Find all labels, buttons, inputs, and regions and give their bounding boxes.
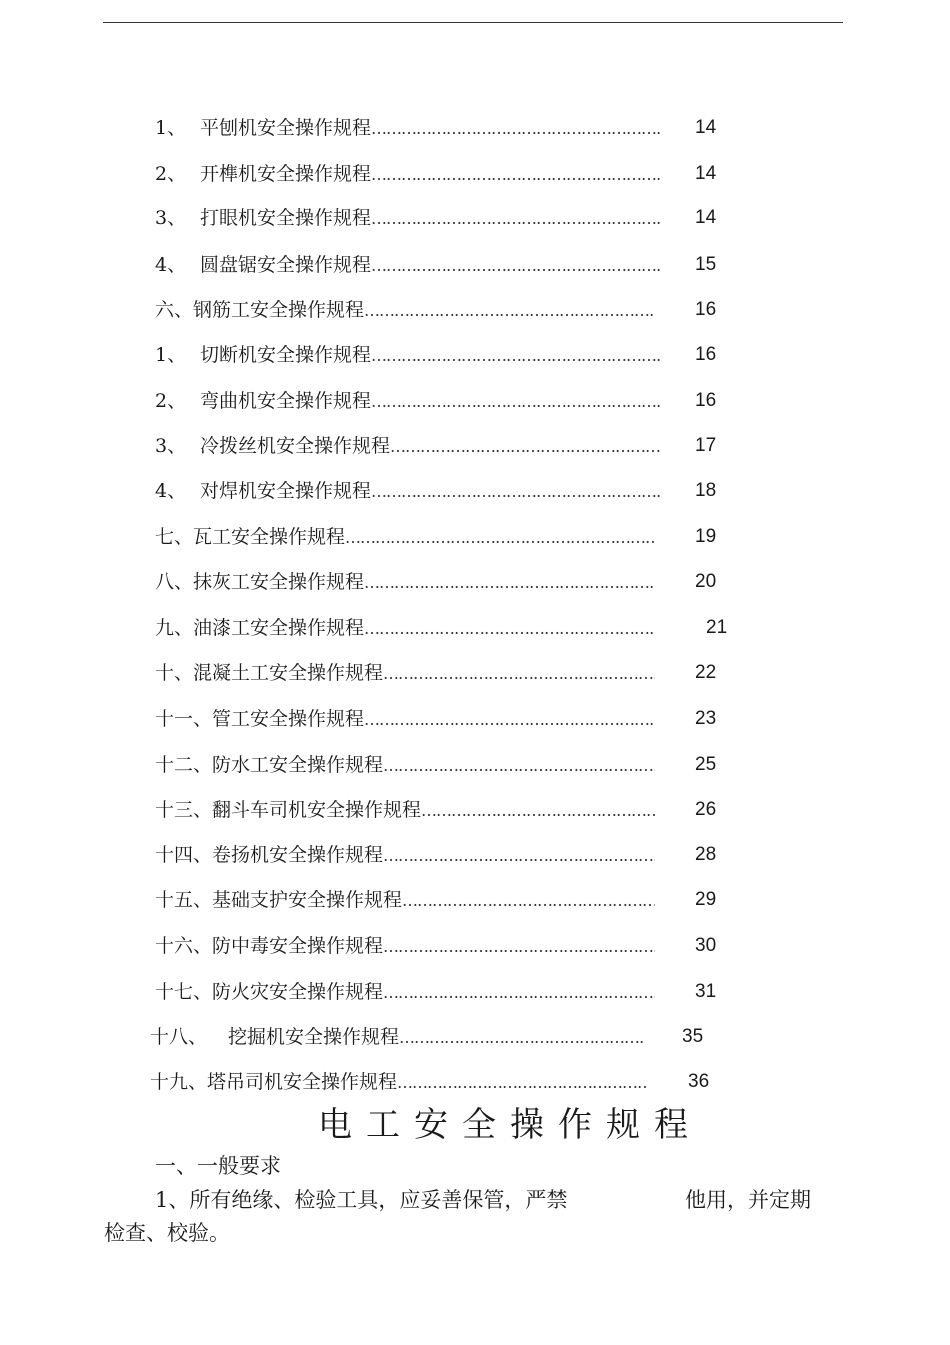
toc-entry[interactable]: [155, 343, 735, 367]
toc-entry-page: 30: [695, 935, 717, 956]
toc-entry-page: 16: [695, 390, 717, 411]
toc-entry[interactable]: [155, 707, 735, 731]
toc-entry-title: 平刨机安全操作规程 ……………………………………………………………………: [200, 116, 660, 140]
toc-entry-title: 圆盘锯安全操作规程 ……………………………………………………………………: [200, 253, 660, 277]
toc-entry[interactable]: [155, 980, 735, 1004]
toc-entry[interactable]: [155, 434, 735, 458]
toc-entry-title: 开榫机安全操作规程 ……………………………………………………………………: [200, 162, 660, 186]
toc-entry-number: 1、: [155, 117, 187, 139]
toc-entry[interactable]: [150, 1070, 730, 1094]
toc-entry-title: 十四、卷扬机安全操作规程 ……………………………………………………………………: [155, 843, 655, 867]
toc-entry-number: 4、: [155, 480, 187, 502]
toc-entry-title: 对焊机安全操作规程 ……………………………………………………………………: [200, 479, 660, 503]
toc-entry-title: 十三、翻斗车司机安全操作规程 ……………………………………………………………………: [155, 798, 655, 822]
toc-entry-title: 弯曲机安全操作规程 ……………………………………………………………………: [200, 389, 660, 413]
toc-entry[interactable]: [155, 479, 735, 503]
section-heading: 一、一般要求: [155, 1154, 281, 1178]
toc-entry-page: 20: [695, 571, 717, 592]
toc-entry-page: 16: [695, 344, 717, 365]
toc-entry-title: 十九、塔吊司机安全操作规程 ……………………………………………………………………: [150, 1070, 648, 1094]
toc-entry-number: 十八、: [150, 1026, 208, 1048]
toc-entry[interactable]: [155, 298, 735, 322]
toc-entry[interactable]: [155, 162, 735, 186]
toc-entry[interactable]: [155, 116, 735, 140]
toc-entry-number: 3、: [155, 435, 187, 457]
toc-entry[interactable]: [155, 753, 735, 777]
toc-entry[interactable]: [155, 389, 735, 413]
toc-entry-number: 2、: [155, 390, 187, 412]
toc-entry-page: 17: [695, 435, 717, 456]
toc-entry-page: 36: [688, 1071, 710, 1092]
toc-entry-number: 3、: [155, 207, 187, 229]
paragraph-text: 1、所有绝缘、检验工具，应妥善保管，严禁: [155, 1188, 568, 1212]
toc-entry-page: 23: [695, 708, 717, 729]
toc-entry[interactable]: [155, 661, 735, 685]
paragraph-text: 检查、校验。: [104, 1221, 230, 1245]
toc-entry-page: 18: [695, 480, 717, 501]
toc-entry-title: 十五、基础支护安全操作规程 ……………………………………………………………………: [155, 888, 655, 912]
header-rule: [103, 22, 843, 23]
toc-entry[interactable]: [155, 616, 735, 640]
toc-entry-title: 八、抹灰工安全操作规程 ……………………………………………………………………: [155, 570, 655, 594]
toc-entry[interactable]: [155, 206, 735, 230]
toc-entry-page: 15: [695, 254, 717, 275]
toc-entry-number: 1、: [155, 344, 187, 366]
toc-entry-title: 挖掘机安全操作规程 ……………………………………………………………………: [228, 1025, 643, 1049]
toc-entry-page: 28: [695, 844, 717, 865]
toc-entry-page: 16: [695, 299, 717, 320]
toc-entry-title: 十七、防火灾安全操作规程 ……………………………………………………………………: [155, 980, 655, 1004]
toc-entry-page: 25: [695, 754, 717, 775]
toc-entry-title: 七、瓦工安全操作规程 ……………………………………………………………………: [155, 525, 655, 549]
toc-entry[interactable]: [155, 934, 735, 958]
toc-entry-title: 十、混凝土工安全操作规程 ……………………………………………………………………: [155, 661, 655, 685]
toc-entry-page: 31: [695, 981, 717, 1002]
toc-entry-page: 14: [695, 117, 717, 138]
toc-entry-title: 十六、防中毒安全操作规程 ……………………………………………………………………: [155, 934, 655, 958]
toc-entry-number: 4、: [155, 254, 187, 276]
toc-entry[interactable]: [150, 1025, 730, 1049]
toc-entry[interactable]: [155, 570, 735, 594]
document-title: 电工安全操作规程: [318, 1105, 702, 1145]
toc-entry-page: 22: [695, 662, 717, 683]
toc-entry-page: 14: [695, 207, 717, 228]
paragraph-text: 他用，并定期: [685, 1188, 811, 1212]
toc-entry-title: 九、油漆工安全操作规程 ……………………………………………………………………: [155, 616, 655, 640]
toc-entry-page: 35: [682, 1026, 704, 1047]
toc-entry[interactable]: [155, 798, 735, 822]
toc-entry-number: 2、: [155, 163, 187, 185]
toc-entry-title: 十二、防水工安全操作规程 ……………………………………………………………………: [155, 753, 655, 777]
toc-entry[interactable]: [155, 843, 735, 867]
toc-entry[interactable]: [155, 888, 735, 912]
toc-entry-page: 19: [695, 526, 717, 547]
toc-entry[interactable]: [155, 253, 735, 277]
toc-entry-title: 冷拨丝机安全操作规程 ……………………………………………………………………: [200, 434, 660, 458]
toc-entry[interactable]: [155, 525, 735, 549]
toc-entry-page: 21: [706, 617, 728, 638]
toc-entry-page: 26: [695, 799, 717, 820]
toc-entry-title: 六、钢筋工安全操作规程 ……………………………………………………………………: [155, 298, 655, 322]
toc-entry-title: 十一、管工安全操作规程 ……………………………………………………………………: [155, 707, 655, 731]
toc-entry-page: 14: [695, 163, 717, 184]
toc-entry-title: 切断机安全操作规程 ……………………………………………………………………: [200, 343, 660, 367]
toc-entry-title: 打眼机安全操作规程 ……………………………………………………………………: [200, 206, 660, 230]
toc-entry-page: 29: [695, 889, 717, 910]
